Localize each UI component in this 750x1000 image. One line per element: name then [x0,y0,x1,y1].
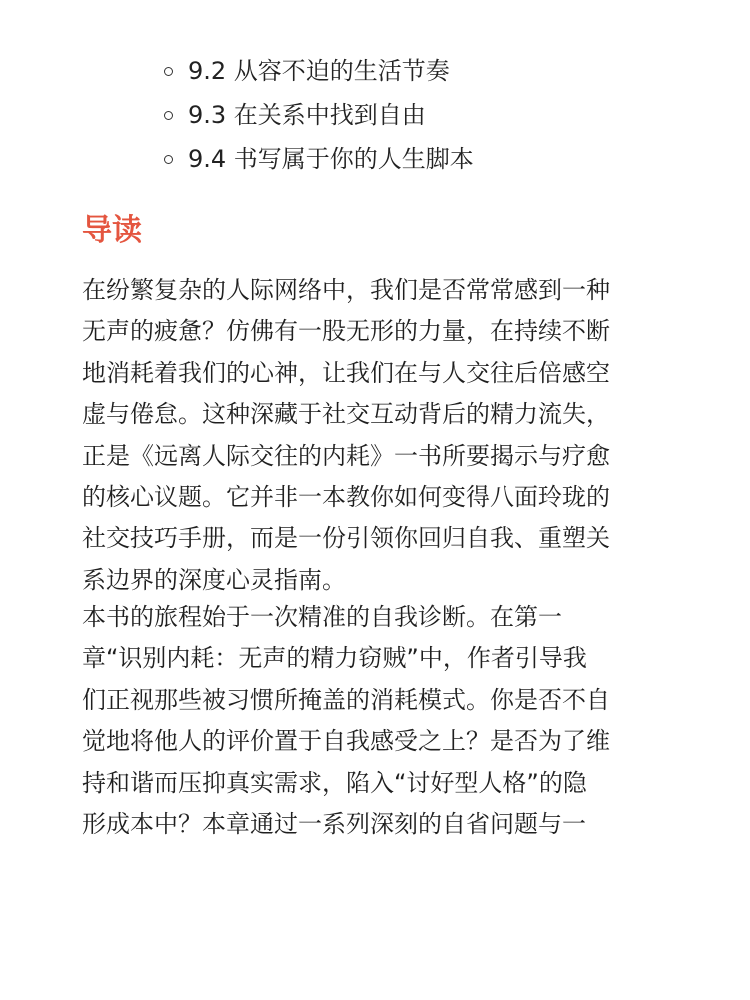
paragraph-line: 持和谐而压抑真实需求，陷入“讨好型人格”的隐 [82,768,587,797]
paragraph-line: 社交技巧手册，而是一份引领你回归自我、重塑关 [82,524,610,553]
hollow-circle-bullet-icon [164,155,173,164]
hollow-circle-bullet-icon [164,67,173,76]
toc-item[interactable] [164,137,474,181]
toc-item-label: 9.2 从容不迫的生活节奏 [188,57,450,85]
toc-item[interactable] [164,49,474,93]
paragraph-line: 无声的疲惫？仿佛有一股无形的力量，在持续不断 [82,317,610,346]
paragraph-line: 地消耗着我们的心神，让我们在与人交往后倍感空 [82,358,610,387]
paragraph-line: 觉地将他人的评价置于自我感受之上？是否为了维 [82,727,610,756]
toc-item-label: 9.4 书写属于你的人生脚本 [188,145,474,173]
toc-item[interactable] [164,93,474,137]
toc-item-label: 9.3 在关系中找到自由 [188,101,426,129]
intro-paragraph-2 [82,597,668,845]
paragraph-line: 的核心议题。它并非一本教你如何变得八面玲珑的 [82,483,610,512]
section-heading: 导读 [82,213,142,248]
paragraph-line: 章“识别内耗：无声的精力窃贼”中，作者引导我 [82,644,587,673]
paragraph-line: 形成本中？本章通过一系列深刻的自省问题与一 [82,810,586,839]
table-of-contents-sublist [164,49,474,181]
intro-paragraph-1 [82,270,668,601]
paragraph-line: 系边界的深度心灵指南。 [82,565,346,594]
paragraph-line: 正是《远离人际交往的内耗》一书所要揭示与疗愈 [82,441,610,470]
paragraph-line: 虚与倦怠。这种深藏于社交互动背后的精力流失， [82,400,610,429]
paragraph-line: 们正视那些被习惯所掩盖的消耗模式。你是否不自 [82,685,610,714]
paragraph-line: 在纷繁复杂的人际网络中，我们是否常常感到一种 [82,276,610,304]
paragraph-line: 本书的旅程始于一次精准的自我诊断。在第一 [82,603,562,631]
hollow-circle-bullet-icon [164,111,173,120]
